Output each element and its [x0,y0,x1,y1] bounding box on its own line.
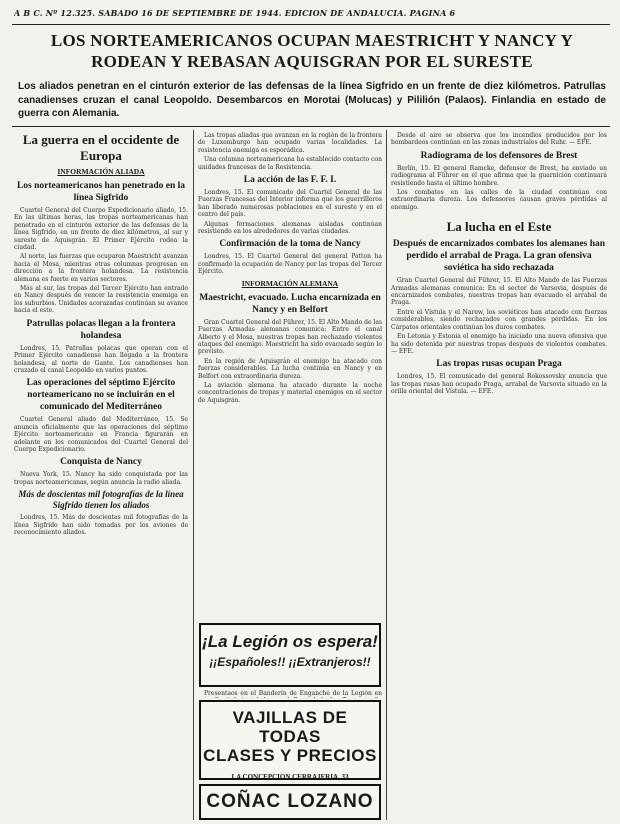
article-paragraph: La aviación alemana ha atacado durante la noche concentraciones de tropas y material enemigos en el sector de Aquisgrán. [198,381,382,404]
section-kicker: INFORMACIÓN ALIADA [57,167,145,176]
article-paragraph: Entre el Vístula y el Narew, los soviéticos han atacado con fuerzas considerables, siendo rechazados con grandes pérdidas. En los Cárpatos orientales continúan los duros combates. [391,308,607,331]
section-title: La guerra en el occidente de Europa [22,132,180,163]
article-paragraph: Londres, 15. El comunicado del general Rokossovsky anuncia que las tropas rusas han ocupado Praga, arrabal de Varsovia situado en la orilla oriental del Vístula. — EFE. [391,373,607,396]
article-paragraph: Cuartel General aliado del Mediterráneo, 15. Se anuncia oficialmente que las operaciones del séptimo Ejército norteamericano en Francia figurarán en adelante en los comunicados del Cuartel General del Cuerpo Expedicionario. [14,416,188,453]
article-paragraph: Londres, 15. El comunicado del Cuartel General de las Fuerzas Francesas del Interior informa que los guerrilleros han liberado numerosas poblaciones en el sureste y en el centro del país. [198,189,382,219]
article-headline: Conquista de Nancy [60,457,142,468]
legion-notice [198,690,382,698]
column-right [391,132,607,822]
ad-line: ¡La Legión os espera! [202,632,378,651]
article-paragraph: Berlín, 15. El general Ramcke, defensor de Brest, ha enviado un radiograma al Führer en el que afirma que la guarnición continuará resistiendo hasta el último hombre. [391,164,607,187]
article-paragraph: Las tropas aliadas que avanzan en la región de la frontera de Luxemburgo han ocupado varias localidades. La resistencia enemiga es esporádica. [198,132,382,154]
lead-rule [12,126,610,127]
article-paragraph: En la región de Aquisgrán el enemigo ha atacado con fuerzas considerables. La lucha continúa en Nancy y en Belfort con extraordinaria dureza. [198,357,382,380]
article-paragraph: Al norte, las fuerzas que ocuparon Maestricht avanzan hacia el Mosa, mientras otras columnas progresan en dirección a la frontera holandesa. La resistencia alemana es fuerte en varios sectores. [14,253,188,283]
article-paragraph: Londres, 15. Más de doscientas mil fotografías de la línea Sigfrido han sido tomadas por los aviones de reconocimiento aliados. [14,514,188,536]
conac-advertisement [199,784,381,820]
page-header: A B C. Nº 12.325. SABADO 16 DE SEPTIEMBRE DE 1944. EDICION DE ANDALUCIA. PAGINA 6 [14,8,456,18]
ad-line: COÑAC LOZANO [206,791,374,812]
article-paragraph: Gran Cuartel General del Führer, 15. El Alto Mando de las Fuerzas Armadas alemanas comunica: En el sector de Varsovia, después de encarnizados combates, nuestras tropas han evacuado el arrabal de Praga. [391,277,607,307]
ad-line: LA CONCEPCION CERRAJERIA, 33 [231,773,349,781]
header-rule [12,24,610,25]
ad-line: VAJILLAS DE TODAS [232,708,348,746]
legion-advertisement [199,623,381,687]
main-headline: LOS NORTEAMERICANOS OCUPAN MAESTRICHT Y NANCY Y RODEAN Y REBASAN AQUISGRAN POR EL SURESTE [50,31,574,71]
section-kicker: INFORMACIÓN ALEMANA [241,278,339,288]
column-middle [198,132,382,620]
column-left [14,132,188,822]
article-paragraph: Londres, 15. Patrullas polacas que operan con el Primer Ejército canadiense han llegado a la frontera holandesa, al norte de Gante. Los canadienses han cruzado el canal Leopoldo en varios puntos. [14,344,188,374]
vajillas-advertisement [199,700,381,780]
article-paragraph: Gran Cuartel General del Führer, 15. El Alto Mando de las Fuerzas Armadas alemanas comunica: Entre el canal Alberto y el Mosa, nuestras tropas han rechazado violentos ataques del enemigo. Maestricht ha sido evacuado según lo previsto. [198,318,382,356]
article-headline: La acción de las F. F. I. [243,175,337,186]
article-paragraph: Más al sur, las tropas del Tercer Ejército han entrado en Nancy después de vencer la resistencia enemiga en los suburbios. Unidades acorazadas continúan su avance hacia el este. [14,285,188,315]
article-headline: Las operaciones del séptimo Ejército norteamericano no se incluirán en el comunicado del Mediterráneo [26,378,176,413]
article-headline: Radiograma de los defensores de Brest [420,150,578,161]
article-paragraph: En Letonia y Estonia el enemigo ha iniciado una nueva ofensiva que ha sido detenida por nuestras tropas después de violentos combates. — EFE. [391,333,607,355]
section-title: La lucha en el Este [446,219,552,235]
article-headline: Patrullas polacas llegan a la frontera holandesa [26,318,176,341]
article-paragraph: Los combates en las calles de la ciudad continúan con extraordinaria dureza. Los defensores causan graves pérdidas al enemigo. [391,189,607,211]
article-paragraph: Nueva York, 15. Nancy ha sido conquistada por las tropas norteamericanas, según anuncia la radio aliada. [14,471,188,486]
article-paragraph: Presentaos en el Banderín de Enganche de la Legión en [204,690,382,697]
column-divider [193,130,194,820]
article-paragraph: Desde el aire se observa que los incendios producidos por los bombardeos continúan en las zonas industriales del Ruhr. — EFE. [391,132,607,147]
ad-line: ¡¡Españoles!! ¡¡Extranjeros!! [209,655,371,669]
article-headline: Los norteamericanos han penetrado en la línea Sigfrido [16,181,186,203]
article-headline: Más de doscientas mil fotografías de la línea Sigfrido tienen los aliados [18,489,184,511]
article-paragraph: Una columna norteamericana ha establecido contacto con unidades francesas de la Resistencia. [198,156,382,171]
article-headline: Las tropas rusas ocupan Praga [436,359,562,370]
column-divider [386,130,387,820]
article-paragraph: Algunas formaciones alemanas aisladas continúan resistiendo en los alrededores de varias ciudades. [198,220,382,236]
article-headline: Después de encarnizados combates los alemanes han perdido el arrabal de Praga. La gran ofensiva soviética ha sido rechazada [392,239,606,274]
article-headline: Maestricht, evacuado. Lucha encarnizada en Nancy y en Belfort [199,292,381,315]
article-paragraph: Londres, 15. El Cuartel General del general Patton ha confirmado la ocupación de Nancy por las tropas del Tercer Ejército. [198,253,382,276]
lead-summary: Los aliados penetran en el cinturón exterior de las defensas de la línea Sigfrido en un frente de diez kilómetros. Patrullas canadienses cruzan el canal Leopoldo. Desembarcos en Morotai (Molucas) y Pililión (Palaos). Finlandia en estado de guerra con Alemania. [18,81,606,119]
article-headline: Confirmación de la toma de Nancy [219,239,361,250]
article-paragraph: Cuartel General del Cuerpo Expedicionario aliado, 15. En las últimas horas, las tropas norteamericanas han penetrado en el cinturón exterior de las defensas de la línea Sigfrido, en un frente de diez kilómetros, al sur y sureste de Aquisgrán. El Primer Ejército rodea la ciudad. [14,207,188,252]
ad-line: CLASES Y PRECIOS [203,746,377,765]
